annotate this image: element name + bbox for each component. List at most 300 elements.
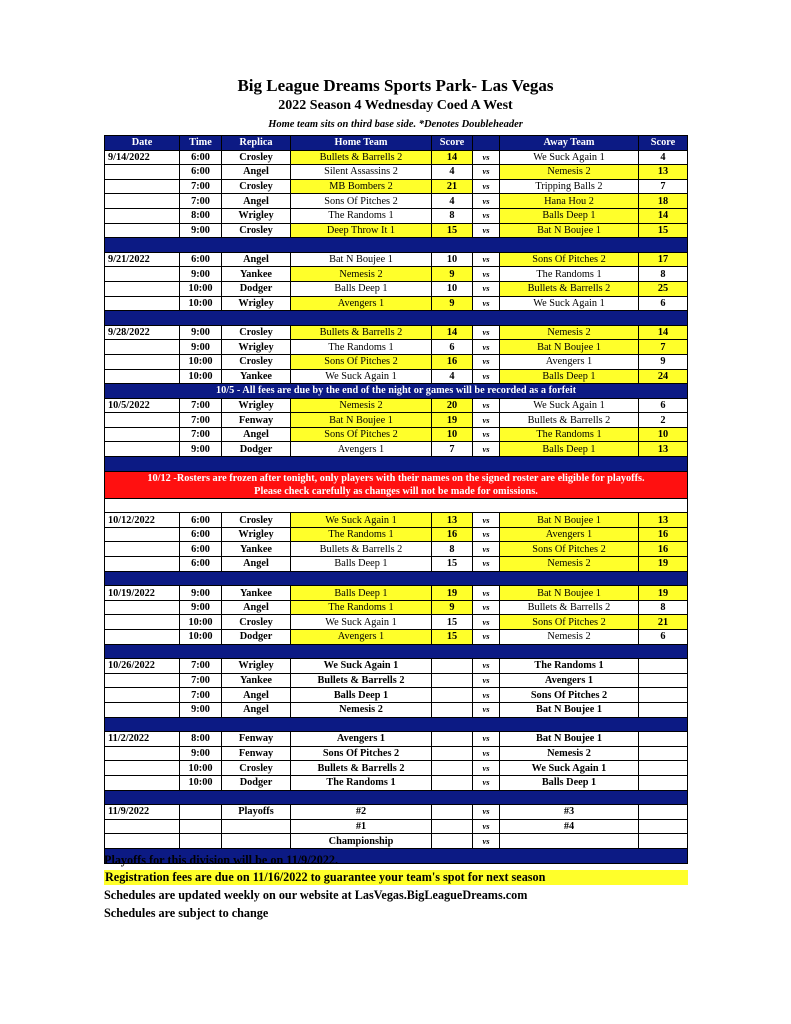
away-team-cell: Balls Deep 1 — [500, 775, 639, 790]
separator-row — [105, 717, 688, 732]
home-team-cell: Avengers 1 — [291, 630, 432, 645]
replica-cell: Dodger — [222, 281, 291, 296]
home-team-cell: Bullets & Barrells 2 — [291, 542, 432, 557]
away-team-cell: Avengers 1 — [500, 527, 639, 542]
time-cell: 7:00 — [180, 427, 222, 442]
home-score-cell: 10 — [432, 281, 473, 296]
time-cell: 9:00 — [180, 746, 222, 761]
time-cell: 10:00 — [180, 761, 222, 776]
replica-cell: Crosley — [222, 223, 291, 238]
notice-text: 10/5 - All fees are due by the end of the night or games will be recorded as a forfeit — [105, 384, 688, 399]
away-score-cell: 13 — [639, 442, 688, 457]
vs-cell: vs — [473, 369, 500, 384]
replica-cell: Wrigley — [222, 296, 291, 311]
time-cell: 7:00 — [180, 413, 222, 428]
home-score-cell: 9 — [432, 600, 473, 615]
table-row — [105, 267, 688, 282]
time-cell: 8:00 — [180, 732, 222, 747]
time-cell: 10:00 — [180, 354, 222, 369]
date-cell — [105, 775, 180, 790]
home-score-cell: 19 — [432, 413, 473, 428]
away-score-cell: 14 — [639, 208, 688, 223]
away-team-cell: Bat N Boujee 1 — [500, 223, 639, 238]
table-row — [105, 761, 688, 776]
home-team-cell: Avengers 1 — [291, 442, 432, 457]
home-score-cell: 16 — [432, 354, 473, 369]
away-score-cell — [639, 659, 688, 674]
home-team-cell: Sons Of Pitches 2 — [291, 427, 432, 442]
vs-cell: vs — [473, 427, 500, 442]
date-cell — [105, 442, 180, 457]
away-team-cell: Avengers 1 — [500, 354, 639, 369]
vs-cell: vs — [473, 746, 500, 761]
table-row — [105, 819, 688, 834]
replica-cell: Angel — [222, 600, 291, 615]
home-score-cell: 9 — [432, 267, 473, 282]
vs-cell: vs — [473, 442, 500, 457]
separator-row — [105, 457, 688, 472]
home-score-cell — [432, 659, 473, 674]
vs-cell: vs — [473, 630, 500, 645]
vs-cell: vs — [473, 150, 500, 165]
away-team-cell: Bat N Boujee 1 — [500, 732, 639, 747]
table-row — [105, 165, 688, 180]
vs-cell: vs — [473, 513, 500, 528]
home-score-cell: 15 — [432, 557, 473, 572]
date-cell — [105, 369, 180, 384]
home-team-cell: Nemesis 2 — [291, 702, 432, 717]
home-score-cell: 8 — [432, 542, 473, 557]
replica-cell: Crosley — [222, 354, 291, 369]
replica-cell: Yankee — [222, 586, 291, 601]
home-score-cell: 7 — [432, 442, 473, 457]
away-score-cell — [639, 688, 688, 703]
table-row — [105, 179, 688, 194]
time-cell: 10:00 — [180, 775, 222, 790]
away-score-cell — [639, 775, 688, 790]
home-score-cell: 13 — [432, 513, 473, 528]
date-cell — [105, 600, 180, 615]
home-score-cell: 14 — [432, 325, 473, 340]
date-cell: 9/14/2022 — [105, 150, 180, 165]
time-cell: 6:00 — [180, 150, 222, 165]
replica-cell: Dodger — [222, 442, 291, 457]
vs-cell: vs — [473, 194, 500, 209]
table-row — [105, 688, 688, 703]
home-score-cell — [432, 746, 473, 761]
home-score-cell: 9 — [432, 296, 473, 311]
away-score-cell: 10 — [639, 427, 688, 442]
replica-cell: Wrigley — [222, 527, 291, 542]
table-row — [105, 340, 688, 355]
time-cell: 6:00 — [180, 557, 222, 572]
header-row — [105, 136, 688, 151]
table-row — [105, 630, 688, 645]
away-score-cell: 19 — [639, 586, 688, 601]
vs-cell: vs — [473, 413, 500, 428]
home-score-cell — [432, 732, 473, 747]
date-cell — [105, 702, 180, 717]
date-cell: 11/9/2022 — [105, 805, 180, 820]
away-score-cell: 6 — [639, 296, 688, 311]
away-score-cell: 16 — [639, 542, 688, 557]
home-team-cell: The Randoms 1 — [291, 340, 432, 355]
home-score-cell: 16 — [432, 527, 473, 542]
away-score-cell: 15 — [639, 223, 688, 238]
replica-cell: Wrigley — [222, 340, 291, 355]
time-cell: 9:00 — [180, 223, 222, 238]
away-team-cell: Nemesis 2 — [500, 630, 639, 645]
col-date: Date — [105, 136, 180, 151]
replica-cell: Yankee — [222, 369, 291, 384]
col-away-score: Score — [639, 136, 688, 151]
away-score-cell — [639, 673, 688, 688]
away-team-cell: We Suck Again 1 — [500, 398, 639, 413]
home-score-cell: 21 — [432, 179, 473, 194]
replica-cell: Crosley — [222, 615, 291, 630]
table-row — [105, 150, 688, 165]
away-team-cell: Sons Of Pitches 2 — [500, 252, 639, 267]
date-cell — [105, 179, 180, 194]
away-team-cell: Bullets & Barrells 2 — [500, 413, 639, 428]
time-cell: 10:00 — [180, 296, 222, 311]
away-team-cell: Sons Of Pitches 2 — [500, 688, 639, 703]
home-team-cell: #1 — [291, 819, 432, 834]
table-row — [105, 775, 688, 790]
home-score-cell: 14 — [432, 150, 473, 165]
table-row — [105, 194, 688, 209]
table-row — [105, 413, 688, 428]
away-team-cell: Hana Hou 2 — [500, 194, 639, 209]
home-team-cell: Bat N Boujee 1 — [291, 252, 432, 267]
table-row — [105, 513, 688, 528]
roster-alert-row — [105, 471, 688, 498]
away-team-cell: Sons Of Pitches 2 — [500, 615, 639, 630]
replica-cell: Angel — [222, 557, 291, 572]
home-team-cell: Sons Of Pitches 2 — [291, 354, 432, 369]
table-row — [105, 659, 688, 674]
time-cell: 7:00 — [180, 659, 222, 674]
time-cell: 6:00 — [180, 513, 222, 528]
date-cell — [105, 615, 180, 630]
home-team-cell: Bullets & Barrells 2 — [291, 325, 432, 340]
vs-cell: vs — [473, 586, 500, 601]
page-note: Home team sits on third base side. *Denotes Doubleheader — [268, 119, 523, 130]
replica-cell: Wrigley — [222, 398, 291, 413]
vs-cell: vs — [473, 252, 500, 267]
replica-cell: Fenway — [222, 732, 291, 747]
vs-cell: vs — [473, 688, 500, 703]
date-cell — [105, 688, 180, 703]
time-cell: 7:00 — [180, 673, 222, 688]
home-team-cell: The Randoms 1 — [291, 775, 432, 790]
home-score-cell: 4 — [432, 165, 473, 180]
away-score-cell: 13 — [639, 513, 688, 528]
away-team-cell: Bullets & Barrells 2 — [500, 600, 639, 615]
date-cell — [105, 340, 180, 355]
away-score-cell: 6 — [639, 398, 688, 413]
date-cell — [105, 165, 180, 180]
away-team-cell: We Suck Again 1 — [500, 150, 639, 165]
home-score-cell: 10 — [432, 252, 473, 267]
date-cell — [105, 542, 180, 557]
replica-cell: Fenway — [222, 413, 291, 428]
time-cell: 9:00 — [180, 442, 222, 457]
separator-row — [105, 238, 688, 253]
away-score-cell: 19 — [639, 557, 688, 572]
date-cell: 10/19/2022 — [105, 586, 180, 601]
away-score-cell — [639, 761, 688, 776]
home-team-cell: We Suck Again 1 — [291, 615, 432, 630]
home-team-cell: Championship — [291, 834, 432, 849]
schedule-body — [105, 150, 688, 863]
home-team-cell: Balls Deep 1 — [291, 688, 432, 703]
table-row — [105, 354, 688, 369]
date-cell: 10/12/2022 — [105, 513, 180, 528]
replica-cell: Crosley — [222, 179, 291, 194]
home-team-cell: We Suck Again 1 — [291, 659, 432, 674]
col-vs — [473, 136, 500, 151]
away-score-cell: 21 — [639, 615, 688, 630]
away-score-cell — [639, 732, 688, 747]
away-team-cell: Balls Deep 1 — [500, 208, 639, 223]
time-cell: 7:00 — [180, 194, 222, 209]
vs-cell: vs — [473, 805, 500, 820]
away-team-cell: Balls Deep 1 — [500, 369, 639, 384]
replica-cell: Crosley — [222, 513, 291, 528]
home-score-cell: 6 — [432, 340, 473, 355]
home-team-cell: Avengers 1 — [291, 732, 432, 747]
footer-change-note: Schedules are subject to change — [104, 906, 269, 920]
table-row — [105, 442, 688, 457]
home-team-cell: Silent Assassins 2 — [291, 165, 432, 180]
away-score-cell: 16 — [639, 527, 688, 542]
home-score-cell: 19 — [432, 586, 473, 601]
away-team-cell: Nemesis 2 — [500, 557, 639, 572]
replica-cell: Dodger — [222, 775, 291, 790]
away-score-cell: 2 — [639, 413, 688, 428]
col-home-score: Score — [432, 136, 473, 151]
table-row — [105, 527, 688, 542]
vs-cell: vs — [473, 732, 500, 747]
home-team-cell: Bat N Boujee 1 — [291, 413, 432, 428]
roster-alert — [105, 471, 688, 498]
away-team-cell: Bat N Boujee 1 — [500, 340, 639, 355]
replica-cell: Angel — [222, 688, 291, 703]
vs-cell: vs — [473, 340, 500, 355]
replica-cell: Angel — [222, 702, 291, 717]
table-row — [105, 427, 688, 442]
home-team-cell: Avengers 1 — [291, 296, 432, 311]
time-cell: 8:00 — [180, 208, 222, 223]
roster-alert-line: Please check carefully as changes will not be made for omissions. — [254, 485, 538, 497]
home-team-cell: Sons Of Pitches 2 — [291, 194, 432, 209]
time-cell: 6:00 — [180, 252, 222, 267]
table-row — [105, 702, 688, 717]
home-team-cell: Bullets & Barrells 2 — [291, 761, 432, 776]
away-score-cell: 13 — [639, 165, 688, 180]
away-score-cell: 9 — [639, 354, 688, 369]
away-score-cell: 17 — [639, 252, 688, 267]
away-score-cell: 8 — [639, 600, 688, 615]
table-row — [105, 673, 688, 688]
table-row — [105, 398, 688, 413]
away-team-cell: Nemesis 2 — [500, 325, 639, 340]
date-cell — [105, 223, 180, 238]
away-score-cell: 14 — [639, 325, 688, 340]
col-time: Time — [180, 136, 222, 151]
table-row — [105, 296, 688, 311]
notice-row — [105, 384, 688, 399]
vs-cell: vs — [473, 761, 500, 776]
home-score-cell — [432, 805, 473, 820]
home-team-cell: Nemesis 2 — [291, 398, 432, 413]
away-score-cell: 25 — [639, 281, 688, 296]
vs-cell: vs — [473, 775, 500, 790]
vs-cell: vs — [473, 354, 500, 369]
home-team-cell: Sons Of Pitches 2 — [291, 746, 432, 761]
home-score-cell: 8 — [432, 208, 473, 223]
away-team-cell: Bat N Boujee 1 — [500, 513, 639, 528]
date-cell — [105, 354, 180, 369]
vs-cell: vs — [473, 702, 500, 717]
vs-cell: vs — [473, 398, 500, 413]
date-cell — [105, 281, 180, 296]
away-team-cell: Avengers 1 — [500, 673, 639, 688]
time-cell — [180, 819, 222, 834]
replica-cell: Fenway — [222, 746, 291, 761]
home-team-cell: The Randoms 1 — [291, 527, 432, 542]
vs-cell: vs — [473, 281, 500, 296]
away-score-cell — [639, 834, 688, 849]
date-cell — [105, 527, 180, 542]
vs-cell: vs — [473, 267, 500, 282]
date-cell — [105, 557, 180, 572]
page-subtitle: 2022 Season 4 Wednesday Coed A West — [278, 98, 513, 113]
table-row — [105, 732, 688, 747]
schedule-table — [104, 135, 688, 864]
away-team-cell: Bat N Boujee 1 — [500, 586, 639, 601]
away-team-cell: Nemesis 2 — [500, 165, 639, 180]
away-score-cell — [639, 702, 688, 717]
time-cell: 7:00 — [180, 688, 222, 703]
away-team-cell: Bat N Boujee 1 — [500, 702, 639, 717]
away-team-cell: We Suck Again 1 — [500, 296, 639, 311]
home-team-cell: Deep Throw It 1 — [291, 223, 432, 238]
away-team-cell: The Randoms 1 — [500, 659, 639, 674]
replica-cell: Angel — [222, 252, 291, 267]
time-cell: 9:00 — [180, 325, 222, 340]
time-cell — [180, 834, 222, 849]
home-score-cell — [432, 688, 473, 703]
replica-cell: Wrigley — [222, 659, 291, 674]
time-cell: 6:00 — [180, 165, 222, 180]
vs-cell: vs — [473, 659, 500, 674]
home-team-cell: MB Bombers 2 — [291, 179, 432, 194]
home-score-cell: 15 — [432, 615, 473, 630]
date-cell: 9/21/2022 — [105, 252, 180, 267]
separator-row — [105, 571, 688, 586]
roster-alert-line: 10/12 -Rosters are frozen after tonight, only players with their names on the signed roster are eligible for playoffs. — [147, 472, 645, 484]
away-team-cell — [500, 834, 639, 849]
time-cell: 6:00 — [180, 542, 222, 557]
table-row — [105, 746, 688, 761]
separator-row — [105, 644, 688, 659]
home-score-cell — [432, 834, 473, 849]
table-row — [105, 834, 688, 849]
home-team-cell: Balls Deep 1 — [291, 557, 432, 572]
away-team-cell: #3 — [500, 805, 639, 820]
away-score-cell — [639, 819, 688, 834]
away-team-cell: Sons Of Pitches 2 — [500, 542, 639, 557]
table-row — [105, 208, 688, 223]
away-score-cell — [639, 805, 688, 820]
home-team-cell: We Suck Again 1 — [291, 369, 432, 384]
date-cell — [105, 834, 180, 849]
away-score-cell: 7 — [639, 179, 688, 194]
replica-cell: Crosley — [222, 325, 291, 340]
spacer-row — [105, 498, 688, 513]
date-cell — [105, 208, 180, 223]
table-row — [105, 557, 688, 572]
table-row — [105, 615, 688, 630]
home-score-cell: 4 — [432, 194, 473, 209]
table-row — [105, 223, 688, 238]
date-cell — [105, 194, 180, 209]
time-cell: 7:00 — [180, 398, 222, 413]
away-score-cell: 8 — [639, 267, 688, 282]
replica-cell — [222, 834, 291, 849]
away-team-cell: #4 — [500, 819, 639, 834]
replica-cell: Crosley — [222, 150, 291, 165]
home-team-cell: Balls Deep 1 — [291, 586, 432, 601]
replica-cell: Angel — [222, 427, 291, 442]
home-team-cell: Bullets & Barrells 2 — [291, 673, 432, 688]
separator-row — [105, 790, 688, 805]
home-score-cell: 15 — [432, 223, 473, 238]
home-team-cell: Nemesis 2 — [291, 267, 432, 282]
vs-cell: vs — [473, 542, 500, 557]
replica-cell: Playoffs — [222, 805, 291, 820]
vs-cell: vs — [473, 527, 500, 542]
date-cell — [105, 267, 180, 282]
home-team-cell: The Randoms 1 — [291, 208, 432, 223]
vs-cell: vs — [473, 296, 500, 311]
date-cell — [105, 819, 180, 834]
vs-cell: vs — [473, 600, 500, 615]
date-cell — [105, 413, 180, 428]
table-row — [105, 805, 688, 820]
vs-cell: vs — [473, 557, 500, 572]
table-row — [105, 600, 688, 615]
table-row — [105, 369, 688, 384]
away-score-cell: 6 — [639, 630, 688, 645]
replica-cell: Crosley — [222, 761, 291, 776]
vs-cell: vs — [473, 165, 500, 180]
replica-cell: Wrigley — [222, 208, 291, 223]
away-team-cell: Tripping Balls 2 — [500, 179, 639, 194]
date-cell: 10/26/2022 — [105, 659, 180, 674]
away-team-cell: Bullets & Barrells 2 — [500, 281, 639, 296]
page-title: Big League Dreams Sports Park- Las Vegas — [237, 76, 554, 95]
home-team-cell: Balls Deep 1 — [291, 281, 432, 296]
col-replica: Replica — [222, 136, 291, 151]
replica-cell: Yankee — [222, 267, 291, 282]
home-team-cell: Bullets & Barrells 2 — [291, 150, 432, 165]
home-score-cell: 20 — [432, 398, 473, 413]
home-team-cell: #2 — [291, 805, 432, 820]
date-cell: 10/5/2022 — [105, 398, 180, 413]
